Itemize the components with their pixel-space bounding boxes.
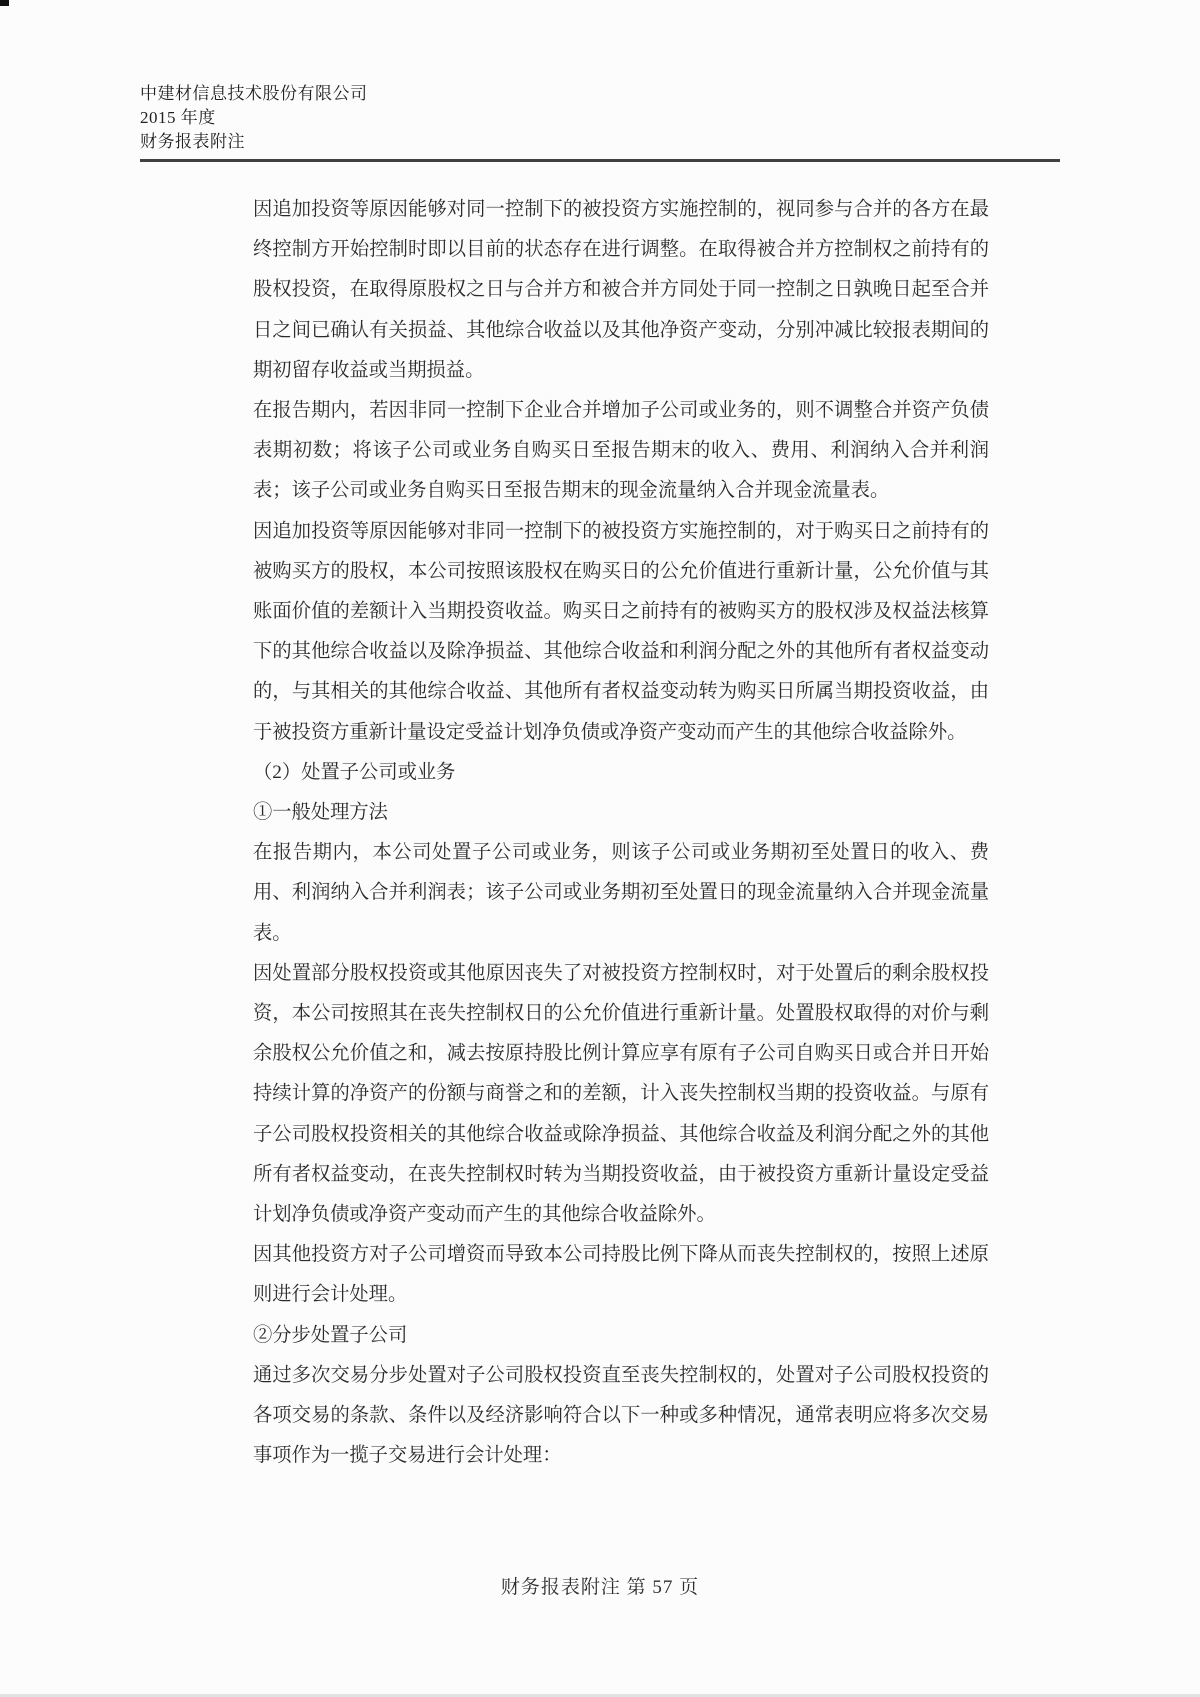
body-paragraph: 在报告期内，若因非同一控制下企业合并增加子公司或业务的，则不调整合并资产负债表期初数；将该子公司或业务自购买日至报告期末的收入、费用、利润纳入合并利润表；该子公司或业务自购买日至报告期末的现金流量纳入合并现金流量表。 bbox=[253, 400, 989, 502]
body-paragraph: 因处置部分股权投资或其他原因丧失了对被投资方控制权时，对于处置后的剩余股权投资，本公司按照其在丧失控制权日的公允价值进行重新计量。处置股权取得的对价与剩余股权公允价值之和，减去按原持股比例计算应享有原有子公司自购买日或合并日开始持续计算的净资产的份额与商誉之和的差额，计入丧失控制权当期的投资收益。与原有子公司股权投资相关的其他综合收益或除净损益、其他综合收益及利润分配之外的其他所有者权益变动，在丧失控制权时转为当期投资收益，由于被投资方重新计量设定受益计划净负债或净资产变动而产生的其他综合收益除外。 bbox=[253, 962, 989, 1226]
body-paragraph: 在报告期内，本公司处置子公司或业务，则该子公司或业务期初至处置日的收入、费用、利润纳入合并利润表；该子公司或业务期初至处置日的现金流量纳入合并现金流量表。 bbox=[253, 842, 989, 944]
body-paragraph: 通过多次交易分步处置对子公司股权投资直至丧失控制权的，处置对子公司股权投资的各项交易的条款、条件以及经济影响符合以下一种或多种情况，通常表明应将多次交易事项作为一揽子交易进行会计处理： bbox=[253, 1364, 989, 1467]
company-name: 中建材信息技术股份有限公司 bbox=[140, 84, 368, 103]
fiscal-year: 2015 年度 bbox=[140, 108, 216, 127]
scan-corner-mark bbox=[0, 0, 9, 6]
document-header bbox=[140, 82, 1060, 154]
document-body bbox=[253, 190, 989, 1477]
page-footer: 财务报表附注 第 57 页 bbox=[500, 1577, 700, 1598]
subsection-heading-general-method: ①一般处理方法 bbox=[253, 802, 388, 824]
subsection-heading-stepwise-disposal: ②分步处置子公司 bbox=[253, 1324, 408, 1346]
body-paragraph: 因追加投资等原因能够对同一控制下的被投资方实施控制的，视同参与合并的各方在最终控制方开始控制时即以目前的状态存在进行调整。在取得被合并方控制权之前持有的股权投资，在取得原股权之日与合并方和被合并方同处于同一控制之日孰晚日起至合并日之间已确认有关损益、其他综合收益以及其他净资产变动，分别冲减比较报表期间的期初留存收益或当期损益。 bbox=[253, 199, 989, 381]
section-heading-dispose-subsidiary: （2）处置子公司或业务 bbox=[253, 761, 456, 783]
body-paragraph: 因其他投资方对子公司增资而导致本公司持股比例下降从而丧失控制权的，按照上述原则进行会计处理。 bbox=[253, 1244, 989, 1306]
document-title: 财务报表附注 bbox=[140, 132, 245, 151]
body-paragraph: 因追加投资等原因能够对非同一控制下的被投资方实施控制的，对于购买日之前持有的被购买方的股权，本公司按照该股权在购买日的公允价值进行重新计量，公允价值与其账面价值的差额计入当期投资收益。购买日之前持有的被购买方的股权涉及权益法核算下的其他综合收益以及除净损益、其他综合收益和利润分配之外的其他所有者权益变动的，与其相关的其他综合收益、其他所有者权益变动转为购买日所属当期投资收益，由于被投资方重新计量设定受益计划净负债或净资产变动而产生的其他综合收益除外。 bbox=[253, 520, 989, 743]
header-divider-rule bbox=[140, 159, 1060, 162]
